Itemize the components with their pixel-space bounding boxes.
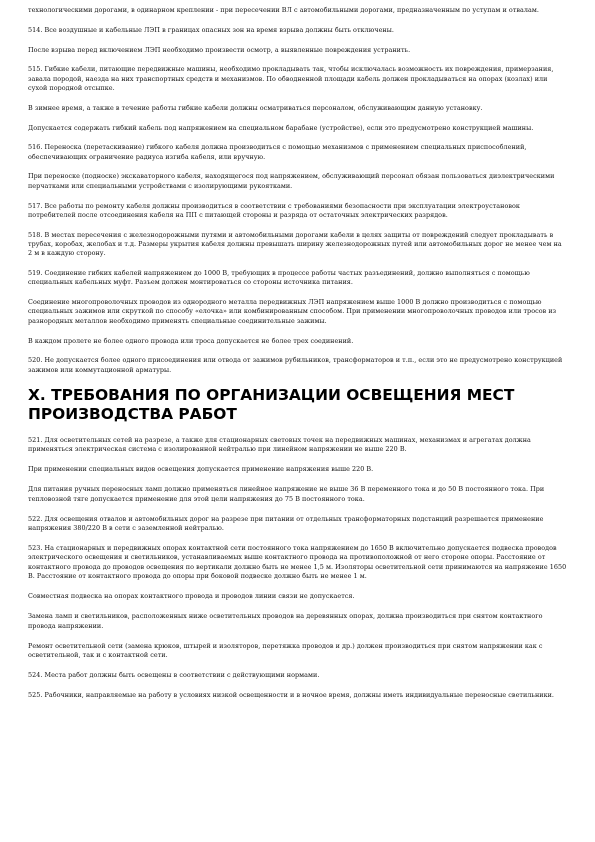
section-heading: X. ТРЕБОВАНИЯ ПО ОРГАНИЗАЦИИ ОСВЕЩЕНИЯ МЕСТ ПРОИЗВОДСТВА РАБОТ bbox=[28, 385, 515, 423]
paragraph: 519. Соединение гибких кабелей напряжением до 1000 В, требующих в процессе работы частых разъединений, должно выполняться с помощью специальных кабельных муфт. Разъем должен монтироваться со стороны источника питания. bbox=[28, 269, 530, 287]
paragraph: Допускается содержать гибкий кабель под напряжением на специальном барабане (устройстве), если это предусмотрено конструкцией машины. bbox=[28, 123, 534, 132]
paragraph: Для питания ручных переносных ламп должно применяться линейное напряжение не выше 36 В переменного тока и до 50 В постоянного тока. При тепловозной тяге допускается применение для этой цели напряжения до 75 В постоянного тока. bbox=[28, 485, 545, 503]
paragraph: 520. Не допускается более одного присоединения или отвода от зажимов рубильников, трансформаторов и т.п., если это не предусмотрено конструкцией зажимов или коммутационной арматуры. bbox=[28, 356, 563, 374]
paragraph: 525. Рабочники, направляемые на работу в условиях низкой освещенности и в ночное время, должны иметь индивидуальные переносные светильники. bbox=[28, 691, 555, 700]
paragraph: В зимнее время, а также в течение работы гибкие кабели должны осматриваться персоналом, обслуживающим данную установку. bbox=[28, 103, 483, 112]
paragraph: 514. Все воздушные и кабельные ЛЭП в границах опасных зон на время взрыва должны быть отключены. bbox=[28, 25, 394, 34]
paragraph: 522. Для освещения отвалов и автомобильных дорог на разрезе при питании от отдельных трансформаторных подстанций разрешается применение напряжения 380/220 В в сети с заземленной нейтралью. bbox=[28, 514, 544, 533]
paragraph: При применении специальных видов освещения допускается применение напряжения выше 220 В. bbox=[28, 465, 374, 474]
top-section bbox=[28, 6, 567, 375]
paragraph: Ремонт осветительной сети (замена крюков, штырей и изоляторов, перетяжка проводов и др.) должен производиться при снятом напряжении как с осветительной, так и с контактной сети. bbox=[28, 641, 543, 659]
bottom-section bbox=[28, 436, 567, 701]
paragraph: 524. Места работ должны быть освещены в соответствии с действующими нормами. bbox=[28, 671, 320, 680]
paragraph: Замена ламп и светильников, расположенных ниже осветительных проводов на деревянных опорах, должна производиться при снятом контактного провода напряжении. bbox=[28, 612, 543, 630]
paragraph: После взрыва перед включением ЛЭП необходимо произвести осмотр, а выявленные повреждения устранить. bbox=[28, 45, 411, 54]
paragraph: Соединение многопроволочных проводов из однородного металла передвижных ЛЭП напряжением выше 1000 В должно производиться с помощью специальных зажимов или скруткой по способу «елочка» или комбинированным способом. При применении многопроволочных проводов или тросов из разнородных металлов необходимо применять специальные соединительные зажимы. bbox=[28, 298, 557, 325]
paragraph: 517. Все работы по ремонту кабеля должны производиться в соответствии с требованиями безопасности при эксплуатации электроустановок потребителей после отсоединения кабеля на ПП с питающей стороны и разряда от остаточных электрических разрядов. bbox=[28, 201, 520, 219]
paragraph: 515. Гибкие кабели, питающие передвижные машины, необходимо прокладывать так, чтобы исключалась возможность их повреждения, примерзания, завала породой, наезда на них транспортных средств и механизмов. По обводненной площади кабель должен прокладываться на опорах (козлах) или сухой породной отсыпке. bbox=[28, 65, 554, 92]
paragraph: 523. На стационарных и передвижных опорах контактной сети постоянного тока напряжением до 1650 В включительно допускается подвеска проводов электрического освещения и светильников, устанавливаемых выше контактного провода на противоположной от него стороне опоры. Расстояние от контактного провода до проводов освещения по вертикали должно быть не менее 1,5 м. Изоляторы осветительной сети принимаются на напряжение 1650 В. Расстояние от контактного провода до опоры при боковой подвеске должно быть не менее 1 м. bbox=[28, 544, 567, 581]
paragraph: 516. Переноска (перетаскивание) гибкого кабеля должна производиться с помощью механизмов с применением специальных приспособлений, обеспечивающих ограничение радиуса изгиба кабеля, или вручную. bbox=[28, 143, 527, 161]
paragraph: 518. В местах пересечения с железнодорожными путями и автомобильными дорогами кабели в целях защиты от повреждений следует прокладывать в трубах, коробах, желобах и т.д. Размеры укрытия кабеля должны превышать ширину железнодорожных путей или автомобильных дорог не менее чем на 2 м в каждую сторону. bbox=[28, 230, 562, 258]
paragraph: Совместная подвеска на опорах контактного провода и проводов линии связи не допускается. bbox=[28, 592, 355, 601]
paragraph: технологическими дорогами, в одинарном креплении - при пересечении ВЛ с автомобильными дорогами, предназначенным по уступам и отвалам. bbox=[28, 6, 539, 14]
paragraph: В каждом пролете не более одного провода или троса допускается не более трех соединений. bbox=[28, 336, 354, 345]
paragraph: При переноске (подноске) экскаваторного кабеля, находящегося под напряжением, обслуживающий персонал обязан пользоваться диэлектрическими перчатками или специальными устройствами с изолирующими рукоятками. bbox=[28, 172, 555, 190]
paragraph: 521. Для осветительных сетей на разрезе, а также для стационарных световых точек на передвижных машинах, механизмах и агрегатах должна применяться электрическая система с изолированной нейтралью при линейном напряжении не выше 220 В. bbox=[28, 435, 531, 454]
